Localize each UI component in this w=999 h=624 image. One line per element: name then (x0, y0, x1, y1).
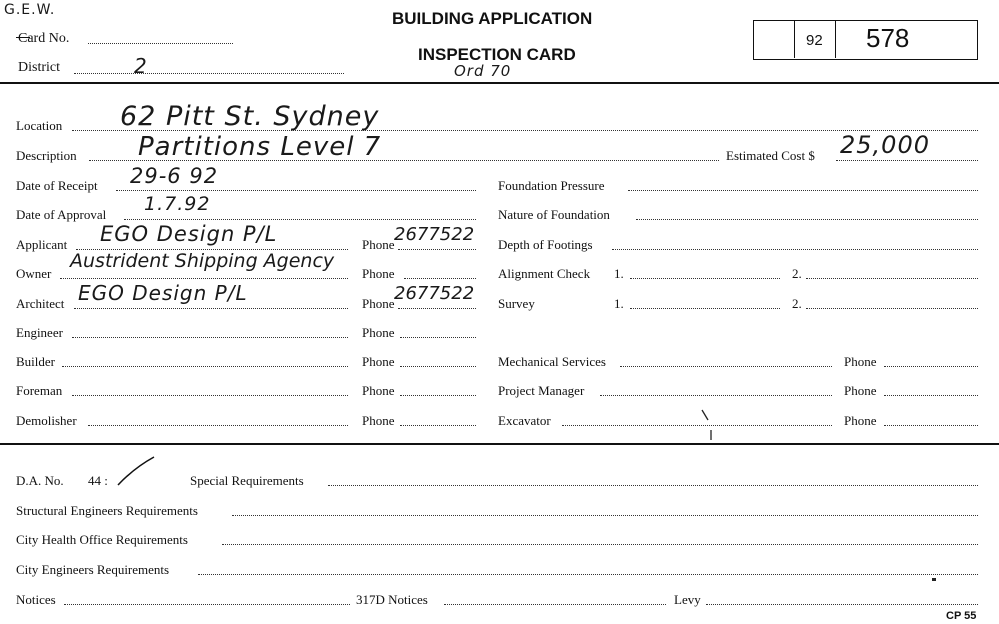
nature-foundation-field (636, 219, 978, 220)
demolisher-phone-field (400, 425, 476, 426)
approval-label: Date of Approval (16, 207, 107, 222)
notices-317d-field (444, 604, 666, 605)
handwritten-note: G.E.W. (4, 2, 56, 18)
builder-field (62, 366, 348, 367)
da-label: D.A. No. (16, 473, 64, 488)
engineers-label: City Engineers Requirements (16, 562, 170, 577)
district-label: District (18, 60, 60, 75)
builder-phone-field (400, 366, 476, 367)
ink-dot (932, 578, 936, 581)
alignment-field-1 (630, 278, 780, 279)
mechanical-phone-field (884, 366, 978, 367)
location-value: 62 Pitt St. Sydney (120, 101, 380, 132)
engineer-phone-field (400, 337, 476, 338)
survey-label: Survey (498, 296, 535, 311)
levy-field (706, 604, 978, 605)
receipt-label: Date of Receipt (16, 178, 98, 193)
architect-phone-value: 2677522 (394, 283, 475, 304)
alignment-label: Alignment Check (498, 266, 591, 281)
form-title: BUILDING APPLICATION (392, 9, 593, 28)
nature-foundation-label: Nature of Foundation (498, 207, 610, 222)
box-divider (794, 21, 795, 58)
excavator-phone-label: Phone (844, 413, 877, 428)
builder-label: Builder (16, 354, 55, 369)
location-label: Location (16, 118, 63, 133)
district-value: 2 (134, 54, 148, 78)
owner-field (60, 278, 348, 279)
estimated-cost-value: 25,000 (840, 131, 930, 159)
project-manager-label: Project Manager (498, 383, 585, 398)
levy-label: Levy (674, 592, 701, 607)
demolisher-phone-label: Phone (362, 413, 395, 428)
alignment-one: 1. (614, 266, 624, 281)
pen-mark (700, 408, 716, 442)
project-manager-phone-field (884, 395, 978, 396)
engineers-field (198, 574, 978, 575)
reference-box (753, 20, 978, 60)
architect-phone-label: Phone (362, 296, 395, 311)
card-strikethrough (16, 37, 30, 38)
ord-annotation: Ord 70 (454, 62, 512, 80)
header-rule (0, 82, 999, 84)
box-year: 92 (806, 32, 823, 49)
form-code: CP 55 (946, 610, 977, 622)
engineer-field (72, 337, 348, 338)
approval-value: 1.7.92 (144, 193, 211, 215)
estimated-cost-field (836, 160, 978, 161)
owner-phone-label: Phone (362, 266, 395, 281)
applicant-phone-value: 2677522 (394, 224, 475, 245)
approval-field (124, 219, 476, 220)
special-field (328, 485, 978, 486)
receipt-field (116, 190, 476, 191)
depth-footings-label: Depth of Footings (498, 237, 593, 252)
builder-phone-label: Phone (362, 354, 395, 369)
alignment-two: 2. (792, 266, 802, 281)
mechanical-field (620, 366, 832, 367)
alignment-field-2 (806, 278, 978, 279)
section-rule (0, 443, 999, 445)
architect-phone-field (398, 308, 476, 309)
notices-field (64, 604, 350, 605)
mechanical-phone-label: Phone (844, 354, 877, 369)
architect-value: EGO Design P/L (78, 281, 248, 305)
foreman-field (72, 395, 348, 396)
receipt-value: 29-6 92 (130, 164, 219, 188)
foundation-pressure-label: Foundation Pressure (498, 178, 605, 193)
da-slash-mark (114, 454, 158, 488)
architect-label: Architect (16, 296, 65, 311)
architect-field (74, 308, 348, 309)
excavator-field (562, 425, 832, 426)
foundation-pressure-field (628, 190, 978, 191)
survey-field-2 (806, 308, 978, 309)
excavator-phone-field (884, 425, 978, 426)
applicant-value: EGO Design P/L (100, 222, 278, 246)
form-subtitle: INSPECTION CARD (418, 45, 576, 64)
demolisher-label: Demolisher (16, 413, 77, 428)
district-field (74, 73, 344, 74)
applicant-label: Applicant (16, 237, 68, 252)
health-label: City Health Office Requirements (16, 532, 188, 547)
owner-value: Austrident Shipping Agency (70, 250, 335, 272)
demolisher-field (88, 425, 348, 426)
mechanical-label: Mechanical Services (498, 354, 606, 369)
structural-field (232, 515, 978, 516)
depth-footings-field (612, 249, 978, 250)
estimated-cost-label: Estimated Cost $ (726, 148, 815, 163)
survey-one: 1. (614, 296, 624, 311)
engineer-label: Engineer (16, 325, 63, 340)
description-value: Partitions Level 7 (138, 132, 382, 162)
engineer-phone-label: Phone (362, 325, 395, 340)
project-manager-phone-label: Phone (844, 383, 877, 398)
survey-field-1 (630, 308, 780, 309)
notices-317d-label: 317D Notices (356, 592, 428, 607)
excavator-label: Excavator (498, 413, 551, 428)
health-field (222, 544, 978, 545)
box-divider (835, 21, 836, 58)
foreman-phone-field (400, 395, 476, 396)
project-manager-field (600, 395, 832, 396)
foreman-phone-label: Phone (362, 383, 395, 398)
owner-label: Owner (16, 266, 52, 281)
owner-phone-field (404, 278, 476, 279)
card-no-field (88, 43, 233, 44)
structural-label: Structural Engineers Requirements (16, 503, 198, 518)
foreman-label: Foreman (16, 383, 63, 398)
card-no-label: Card No. (18, 31, 70, 46)
survey-two: 2. (792, 296, 802, 311)
description-label: Description (16, 148, 77, 163)
special-label: Special Requirements (190, 473, 304, 488)
applicant-phone-label: Phone (362, 237, 395, 252)
da-value: 44 : (88, 473, 108, 488)
applicant-phone-field (398, 249, 476, 250)
notices-label: Notices (16, 592, 56, 607)
box-number: 578 (866, 23, 910, 53)
